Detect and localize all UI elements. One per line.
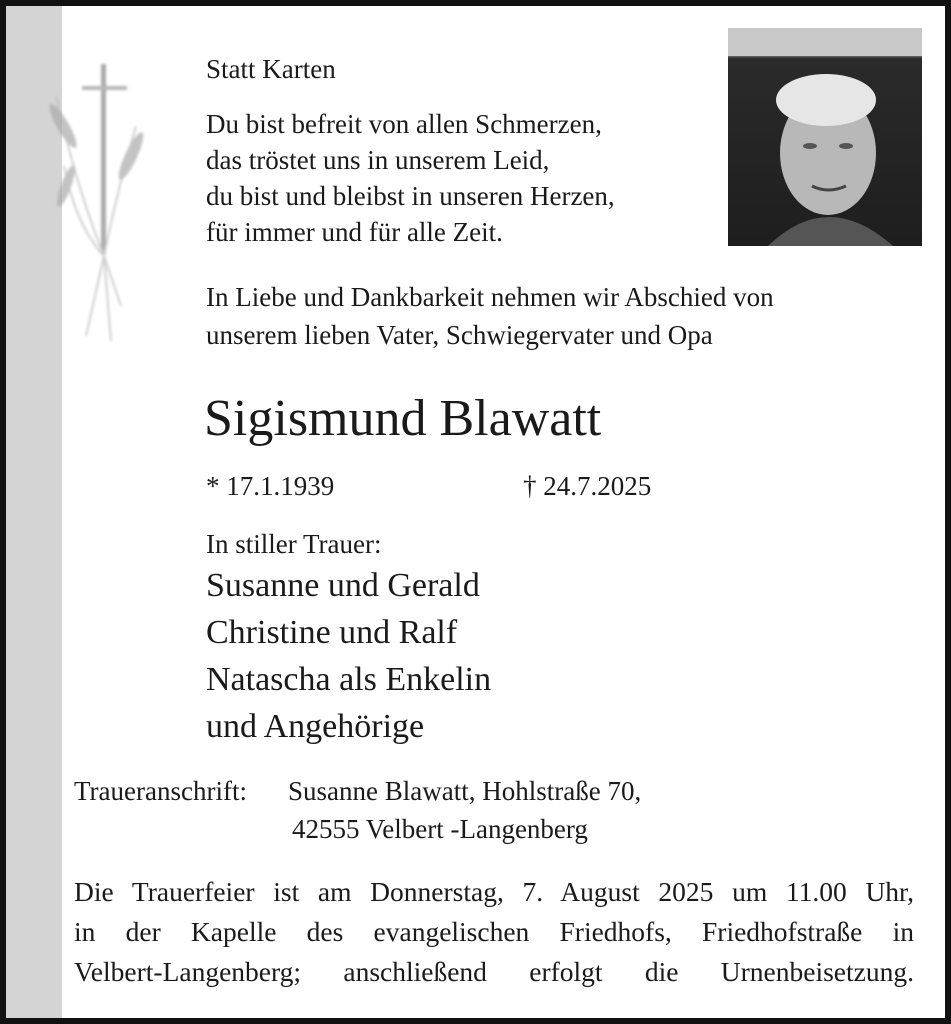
poem-line: für immer und für alle Zeit.	[206, 217, 503, 247]
mourner: Susanne und Gerald	[206, 567, 480, 604]
mourner: und Angehörige	[206, 708, 425, 745]
obituary-notice	[6, 6, 945, 1018]
mourner: Christine und Ralf	[206, 614, 458, 651]
death-date: † 24.7.2025	[523, 471, 652, 501]
farewell-line: In Liebe und Dankbarkeit nehmen wir Abschied von	[206, 282, 774, 312]
ceremony-text	[74, 872, 914, 992]
address-line: Susanne Blawatt, Hohlstraße 70,	[288, 776, 642, 806]
mourners-list	[206, 562, 491, 750]
farewell-line: unserem lieben Vater, Schwiegervater und Opa	[206, 320, 713, 350]
deceased-name: Sigismund Blawatt	[204, 390, 602, 447]
poem-line: Du bist befreit von allen Schmerzen,	[206, 109, 602, 139]
poem	[206, 106, 615, 250]
address-label: Traueranschrift:	[74, 776, 247, 806]
cross-with-wheat-icon	[36, 56, 156, 346]
mourner: Natascha als Enkelin	[206, 661, 492, 698]
portrait-photo	[728, 28, 922, 246]
intro-text: Statt Karten	[206, 54, 336, 84]
poem-line: das tröstet uns in unserem Leid,	[206, 145, 550, 175]
ceremony-line: in der Kapelle des evangelischen Friedhofs, Friedhofstraße in	[74, 916, 914, 947]
mourners-label: In stiller Trauer:	[206, 529, 382, 559]
poem-line: du bist und bleibst in unseren Herzen,	[206, 181, 615, 211]
birth-date: * 17.1.1939	[206, 471, 335, 501]
farewell-text	[206, 278, 774, 354]
address-line: 42555 Velbert -Langenberg	[292, 814, 588, 844]
ceremony-line: Die Trauerfeier ist am Donnerstag, 7. August 2025 um 11.00 Uhr,	[74, 876, 914, 907]
ceremony-line: Velbert-Langenberg; anschließend erfolgt die Urnenbeisetzung.	[74, 956, 914, 987]
